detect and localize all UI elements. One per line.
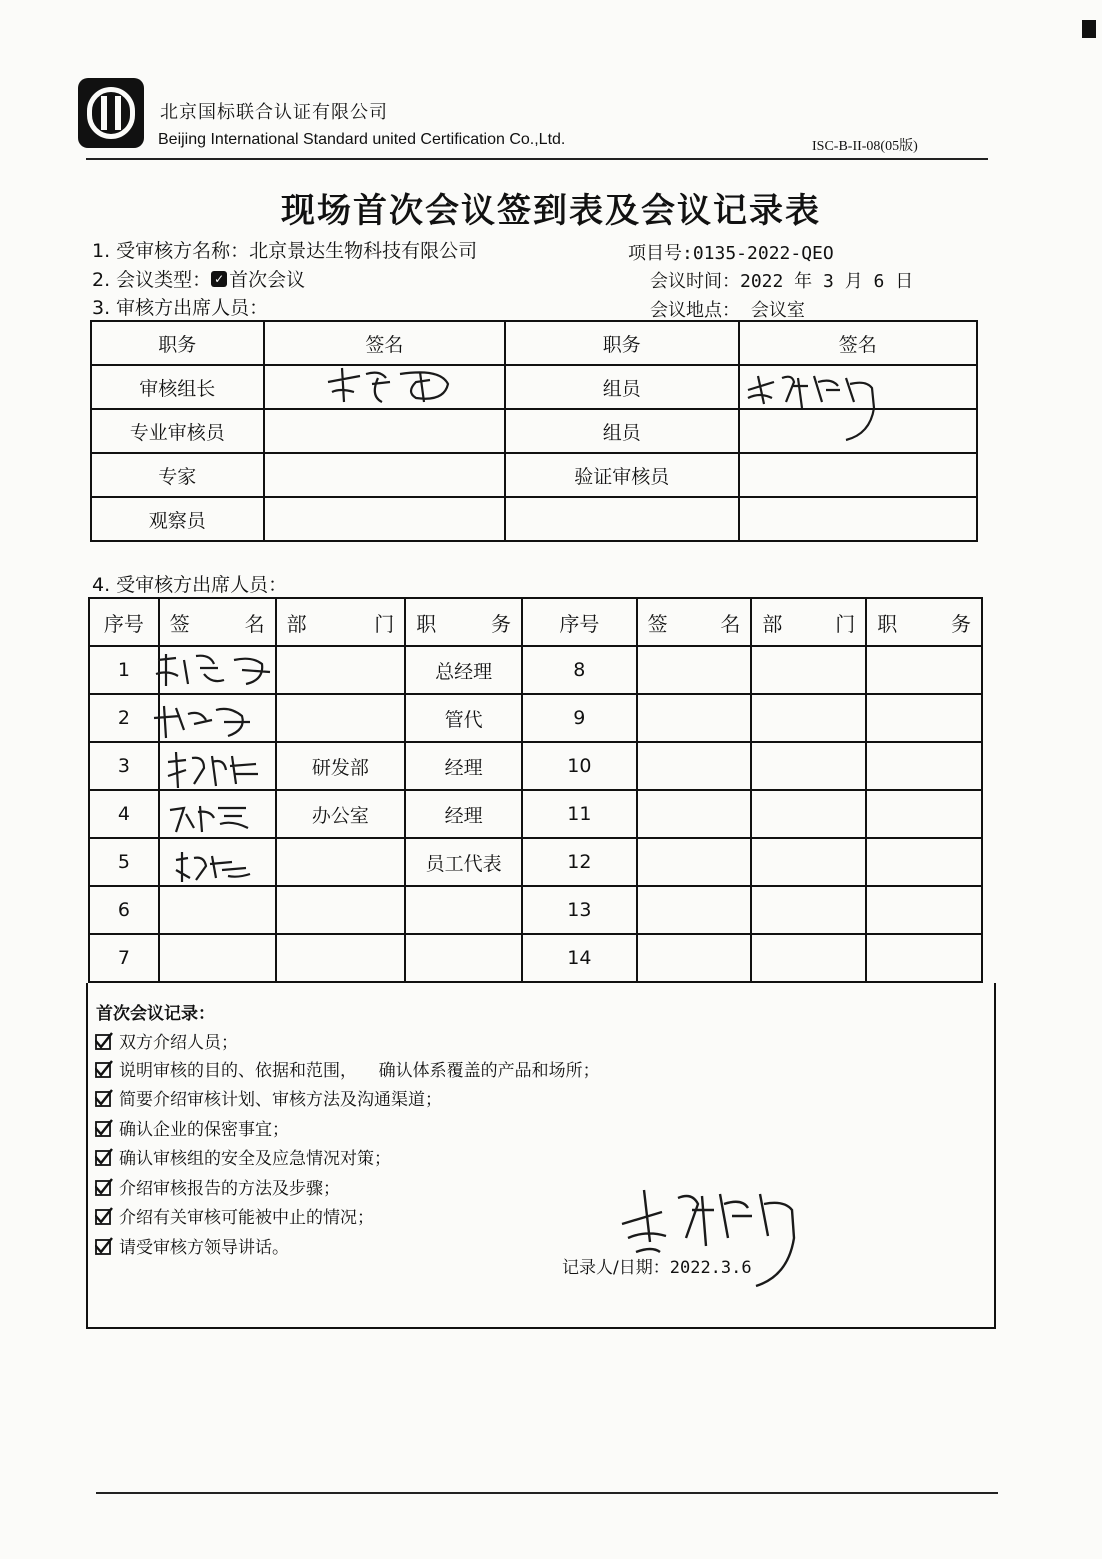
handwritten-signature-member	[742, 368, 892, 448]
position-cell	[866, 886, 982, 934]
meeting-time: 会议时间：2022 年 3 月 6 日	[650, 271, 914, 292]
table-header-row	[89, 598, 982, 646]
checked-checkbox-icon	[95, 1060, 113, 1078]
position-cell: 总经理	[405, 646, 522, 694]
position-cell	[405, 934, 522, 982]
signature-cell	[637, 934, 752, 982]
handwritten-signature-2	[150, 700, 260, 742]
row-number: 3	[89, 742, 159, 790]
column-header-position: 职 务	[866, 598, 982, 646]
checked-checkbox-icon	[95, 1148, 113, 1166]
column-header: 签名	[264, 321, 505, 365]
signature-cell	[159, 886, 276, 934]
row-number: 14	[522, 934, 637, 982]
record-item: 介绍有关审核可能被中止的情况；	[95, 1203, 374, 1228]
table-row	[89, 934, 982, 982]
checked-checkbox-icon	[95, 1089, 113, 1107]
meeting-place: 会议地点： 会议室	[650, 300, 805, 321]
signature-cell	[637, 742, 752, 790]
signature-cell	[637, 790, 752, 838]
department-cell	[276, 646, 406, 694]
department-cell	[751, 694, 866, 742]
record-item: 确认审核组的安全及应急情况对策；	[95, 1144, 391, 1169]
role-cell: 专家	[91, 453, 264, 497]
department-cell	[276, 694, 406, 742]
handwritten-signature-1	[152, 650, 278, 692]
handwritten-signature-team-leader	[320, 362, 460, 416]
department-cell	[276, 886, 406, 934]
role-cell: 专业审核员	[91, 409, 264, 453]
column-header-sign: 签 名	[159, 598, 276, 646]
row-number: 4	[89, 790, 159, 838]
scan-edge-mark	[1082, 20, 1096, 38]
department-cell	[751, 838, 866, 886]
checked-checkbox-icon	[95, 1178, 113, 1196]
row-number: 12	[522, 838, 637, 886]
company-name-en: Beijing International Standard united Certification Co.,Ltd.	[158, 131, 566, 148]
role-cell: 观察员	[91, 497, 264, 541]
position-cell	[866, 790, 982, 838]
auditee-attendees-label: 4. 受审核方出席人员：	[92, 574, 288, 596]
company-logo	[78, 78, 144, 148]
document-code: ISC-B-II-08(05版)	[812, 139, 918, 154]
role-cell	[505, 497, 738, 541]
header-divider	[86, 158, 988, 160]
signature-cell	[159, 934, 276, 982]
table-row	[91, 453, 977, 497]
record-item: 简要介绍审核计划、审核方法及沟通渠道；	[95, 1085, 442, 1110]
column-header-dept: 部 门	[276, 598, 406, 646]
row-number: 8	[522, 646, 637, 694]
signature-cell	[264, 453, 505, 497]
signature-cell	[637, 838, 752, 886]
checked-checkbox-icon	[95, 1119, 113, 1137]
project-number: 项目号:0135-2022-QEO	[628, 243, 834, 264]
checked-checkbox-icon	[95, 1237, 113, 1255]
signature-cell	[637, 646, 752, 694]
checked-checkbox-icon	[95, 1207, 113, 1225]
signature-cell	[739, 453, 977, 497]
department-cell	[751, 934, 866, 982]
row-number: 13	[522, 886, 637, 934]
role-cell: 组员	[505, 409, 738, 453]
department-cell	[751, 742, 866, 790]
column-header-dept: 部 门	[751, 598, 866, 646]
record-item: 双方介绍人员；	[95, 1028, 238, 1053]
column-header-position: 职 务	[405, 598, 522, 646]
row-number: 2	[89, 694, 159, 742]
company-name-cn: 北京国标联合认证有限公司	[160, 102, 388, 123]
record-item: 请受审核方领导讲话。	[95, 1233, 289, 1258]
row-number: 1	[89, 646, 159, 694]
row-number: 11	[522, 790, 637, 838]
handwritten-signature-5	[172, 848, 256, 888]
position-cell	[866, 646, 982, 694]
footer-divider	[96, 1492, 998, 1494]
record-title: 首次会议记录：	[96, 1004, 215, 1024]
department-cell	[751, 790, 866, 838]
role-cell: 验证审核员	[505, 453, 738, 497]
role-cell: 组员	[505, 365, 738, 409]
column-header-no: 序号	[522, 598, 637, 646]
row-number: 10	[522, 742, 637, 790]
column-header: 职务	[505, 321, 738, 365]
row-number: 9	[522, 694, 637, 742]
auditor-attendees-label: 3. 审核方出席人员：	[92, 297, 269, 319]
recorder-date: 2022.3.6	[669, 1258, 752, 1278]
position-cell: 经理	[405, 742, 522, 790]
column-header: 签名	[739, 321, 977, 365]
handwritten-signature-4	[166, 798, 258, 838]
table-row	[89, 886, 982, 934]
role-cell: 审核组长	[91, 365, 264, 409]
department-cell: 办公室	[276, 790, 406, 838]
signature-cell	[637, 694, 752, 742]
position-cell	[866, 934, 982, 982]
meeting-type-label: 2. 会议类型：	[92, 269, 212, 291]
meeting-type-value: 首次会议	[229, 269, 306, 291]
department-cell: 研发部	[276, 742, 406, 790]
auditee-name: 1. 受审核方名称：北京景达生物科技有限公司	[92, 240, 478, 262]
position-cell	[866, 838, 982, 886]
department-cell	[276, 934, 406, 982]
position-cell	[866, 694, 982, 742]
column-header-no: 序号	[89, 598, 159, 646]
position-cell: 员工代表	[405, 838, 522, 886]
recorder-label: 记录人/日期：	[562, 1258, 670, 1278]
table-header-row	[91, 321, 977, 365]
position-cell	[866, 742, 982, 790]
department-cell	[276, 838, 406, 886]
position-cell: 管代	[405, 694, 522, 742]
department-cell	[751, 886, 866, 934]
row-number: 6	[89, 886, 159, 934]
meeting-type	[92, 265, 305, 292]
record-item: 介绍审核报告的方法及步骤；	[95, 1174, 340, 1199]
position-cell: 经理	[405, 790, 522, 838]
record-item: 说明审核的目的、依据和范围， 确认体系覆盖的产品和场所；	[95, 1056, 600, 1081]
row-number: 5	[89, 838, 159, 886]
handwritten-signature-3	[164, 748, 264, 792]
column-header: 职务	[91, 321, 264, 365]
checked-box-icon: ✓	[211, 271, 227, 287]
row-number: 7	[89, 934, 159, 982]
signature-cell	[264, 497, 505, 541]
recorder-line	[562, 1253, 752, 1278]
signature-cell	[739, 497, 977, 541]
department-cell	[751, 646, 866, 694]
column-header-sign: 签 名	[637, 598, 752, 646]
table-row	[91, 497, 977, 541]
checked-checkbox-icon	[95, 1032, 113, 1050]
record-item: 确认企业的保密事宜；	[95, 1115, 289, 1140]
position-cell	[405, 886, 522, 934]
page-title: 现场首次会议签到表及会议记录表	[281, 191, 821, 231]
signature-cell	[637, 886, 752, 934]
